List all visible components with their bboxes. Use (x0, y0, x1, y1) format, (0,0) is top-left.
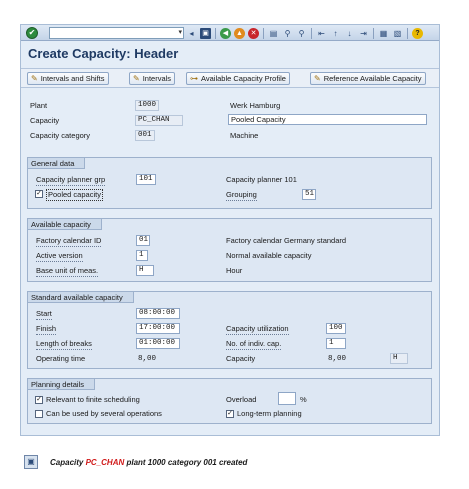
capacity-category-field: 001 (135, 130, 155, 141)
start-label: Start (36, 309, 52, 318)
intervals-and-shifts-button[interactable] (27, 72, 109, 85)
general-data-title: General data (28, 158, 85, 169)
long-term-planning-label: Long-term planning (237, 409, 302, 418)
status-bar (24, 455, 247, 469)
prev-page-icon[interactable]: ↑ (333, 28, 338, 38)
toolbar-separator (215, 28, 216, 39)
length-of-breaks-field[interactable]: 01:00:00 (136, 338, 180, 349)
exit-icon[interactable]: ▲ (234, 28, 245, 39)
factory-calendar-label: Factory calendar ID (36, 236, 102, 245)
finish-field[interactable]: 17:00:00 (136, 323, 180, 334)
back-arrow-icon[interactable]: ◂ (189, 28, 194, 38)
profile-icon: ⊶ (190, 74, 198, 83)
base-unit-field[interactable]: H (136, 265, 154, 276)
status-suffix: plant 1000 category 001 created (124, 457, 248, 467)
capacity-planner-grp-description: Capacity planner 101 (226, 175, 297, 184)
finite-scheduling-checkbox[interactable]: ✓ (36, 396, 42, 403)
dropdown-icon[interactable]: ▾ (178, 29, 182, 36)
active-version-label: Active version (36, 251, 83, 260)
toolbar-separator (407, 28, 408, 39)
new-session-icon[interactable]: ▦ (379, 28, 388, 38)
available-capacity-profile-label: Available Capacity Profile (201, 74, 286, 83)
pooled-capacity-checkbox[interactable]: ✓ (36, 190, 42, 197)
available-capacity-profile-button[interactable] (186, 72, 290, 85)
available-capacity-group (27, 218, 432, 282)
toolbar-separator (311, 28, 312, 39)
save-icon: ▣ (24, 455, 38, 469)
long-term-planning-checkbox[interactable]: ✓ (227, 410, 233, 417)
reference-available-capacity-label: Reference Available Capacity (323, 74, 422, 83)
toolbar-icons (186, 26, 423, 40)
grouping-field[interactable]: 51 (302, 189, 316, 200)
pooled-capacity-label: Pooled capacity (48, 190, 101, 199)
sap-window (20, 24, 440, 436)
page-title: Create Capacity: Header (28, 46, 179, 61)
capacity-unit-field: H (390, 353, 408, 364)
enter-icon[interactable]: ✔ (26, 27, 38, 39)
overload-label: Overload (226, 395, 257, 404)
intervals-and-shifts-label: Intervals and Shifts (40, 74, 105, 83)
capacity-planner-grp-label: Capacity planner grp (36, 175, 106, 184)
indiv-cap-field[interactable]: 1 (326, 338, 346, 349)
overload-field[interactable] (278, 392, 296, 405)
finite-scheduling-label: Relevant to finite scheduling (46, 395, 140, 404)
toolbar-separator (263, 28, 264, 39)
pencil-icon: ✎ (133, 74, 140, 83)
save-icon[interactable]: ▣ (200, 28, 211, 39)
toolbar-separator (373, 28, 374, 39)
base-unit-description: Hour (226, 266, 243, 275)
capacity-field: PC_CHAN (135, 115, 183, 126)
base-unit-label: Base unit of meas. (36, 266, 99, 275)
system-toolbar (21, 25, 440, 41)
cancel-icon[interactable]: ✕ (248, 28, 259, 39)
available-capacity-title: Available capacity (28, 219, 102, 230)
back-icon[interactable]: ◀ (220, 28, 231, 39)
operating-time-value: 8,00 (138, 355, 157, 363)
plant-description: Werk Hamburg (230, 101, 281, 110)
status-prefix: Capacity (50, 457, 86, 467)
overload-unit: % (300, 395, 307, 404)
plant-label: Plant (30, 101, 48, 110)
finish-label: Finish (36, 324, 57, 333)
capacity-description-field[interactable]: Pooled Capacity (228, 114, 427, 125)
next-page-icon[interactable]: ↓ (347, 28, 352, 38)
several-operations-checkbox[interactable] (35, 410, 43, 418)
active-version-field[interactable]: 1 (136, 250, 148, 261)
factory-calendar-field[interactable]: 01 (136, 235, 150, 246)
status-message (50, 458, 247, 467)
length-of-breaks-label: Length of breaks (36, 339, 92, 348)
status-highlight: PC_CHAN (85, 457, 125, 467)
capacity-planner-grp-field[interactable]: 101 (136, 174, 156, 185)
find-next-icon[interactable]: ⚲ (298, 28, 305, 38)
several-operations-label: Can be used by several operations (46, 409, 162, 418)
planning-details-title: Planning details (28, 379, 95, 390)
capacity-category-label: Capacity category (30, 131, 91, 140)
capacity-category-description: Machine (230, 131, 259, 140)
application-toolbar (21, 68, 440, 88)
print-icon[interactable]: ▤ (269, 28, 278, 38)
pencil-icon: ✎ (314, 74, 321, 83)
standard-capacity-title: Standard available capacity (28, 292, 134, 303)
shortcut-icon[interactable]: ▧ (393, 28, 402, 38)
pencil-icon: ✎ (31, 74, 38, 83)
capacity-total-value: 8,00 (328, 355, 347, 363)
capacity-total-label: Capacity (226, 354, 256, 363)
general-data-group (27, 157, 432, 209)
intervals-label: Intervals (142, 74, 172, 83)
last-page-icon[interactable]: ⇥ (360, 28, 367, 38)
first-page-icon[interactable]: ⇤ (318, 28, 325, 38)
factory-calendar-description: Factory calendar Germany standard (226, 236, 347, 245)
capacity-utilization-label: Capacity utilization (226, 324, 289, 333)
reference-available-capacity-button[interactable] (310, 72, 426, 85)
plant-field: 1000 (135, 100, 159, 111)
planning-details-group (27, 378, 432, 424)
grouping-label: Grouping (226, 190, 257, 199)
help-icon[interactable]: ? (412, 28, 423, 39)
capacity-label: Capacity (30, 116, 60, 125)
indiv-cap-label: No. of indiv. cap. (226, 339, 282, 348)
active-version-description: Normal available capacity (226, 251, 312, 260)
intervals-button[interactable] (129, 72, 175, 85)
capacity-utilization-field[interactable]: 100 (326, 323, 346, 334)
start-field[interactable]: 08:00:00 (136, 308, 180, 319)
standard-capacity-group (27, 291, 432, 369)
command-field[interactable] (49, 27, 184, 39)
find-icon[interactable]: ⚲ (284, 28, 291, 38)
operating-time-label: Operating time (36, 354, 86, 363)
